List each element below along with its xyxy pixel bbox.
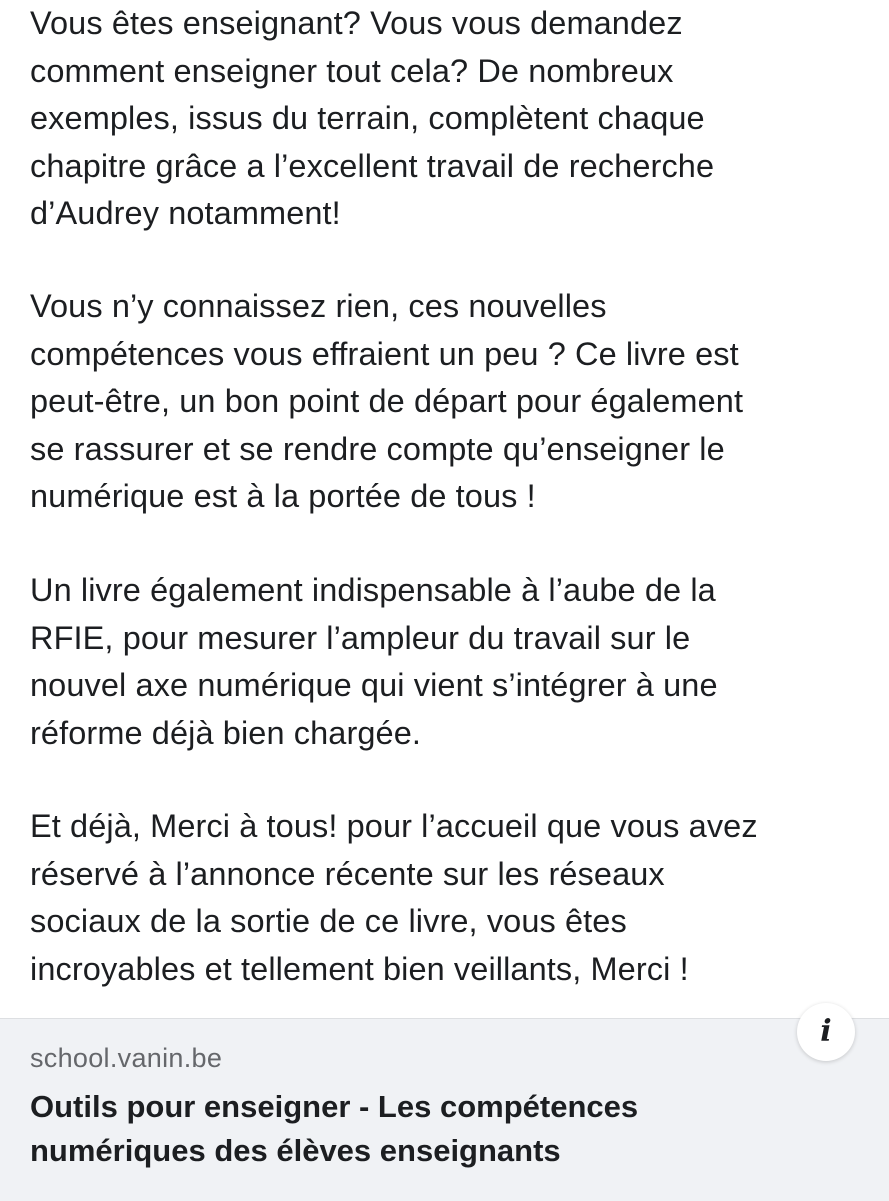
post-paragraph [30, 567, 718, 757]
post-paragraph [30, 0, 714, 238]
post-paragraph [30, 283, 743, 521]
post-text-line: Un livre également indispensable à l’aube de la [30, 572, 716, 608]
post-text-line: RFIE, pour mesurer l’ampleur du travail sur le [30, 619, 691, 656]
post-text-line: réforme déjà bien chargée. [30, 714, 422, 751]
info-button[interactable] [797, 1003, 855, 1061]
post-text-line: comment enseigner tout cela? De nombreux [30, 52, 674, 89]
link-title-line: Outils pour enseigner - Les compétences [30, 1089, 639, 1124]
post-text-line: compétences vous effraient un peu ? Ce livre est [30, 335, 739, 372]
post-text-line: réservé à l’annonce récente sur les réseaux [30, 855, 665, 892]
link-title-line: numériques des élèves enseignants [30, 1133, 561, 1168]
post-text-line: chapitre grâce a l’excellent travail de recherche [30, 147, 715, 184]
post-text-line: Et déjà, Merci à tous! pour l’accueil que vous avez [30, 808, 758, 844]
link-title[interactable] [30, 1085, 850, 1173]
info-icon: i [820, 1014, 832, 1049]
link-domain: school.vanin.be [30, 1043, 223, 1073]
link-preview-card[interactable] [0, 1014, 889, 1201]
post-text-line: se rassurer et se rendre compte qu’enseigner le [30, 430, 725, 467]
post-text-line: Vous êtes enseignant? Vous vous demandez [30, 5, 683, 41]
post-text-line: d’Audrey notamment! [30, 195, 341, 231]
post-text-line: peut-être, un bon point de départ pour également [30, 383, 744, 419]
post-text-line: Vous n’y connaissez rien, ces nouvelles [30, 288, 607, 324]
post-text-line: exemples, issus du terrain, complètent chaque [30, 100, 705, 136]
post-text-line: numérique est à la portée de tous ! [30, 478, 536, 514]
post-text-line: sociaux de la sortie de ce livre, vous êtes [30, 903, 627, 939]
post-text-line: incroyables et tellement bien veillants, Merci ! [30, 950, 689, 987]
post-text-line: nouvel axe numérique qui vient s’intégrer à une [30, 667, 718, 703]
post-paragraph [30, 803, 758, 993]
